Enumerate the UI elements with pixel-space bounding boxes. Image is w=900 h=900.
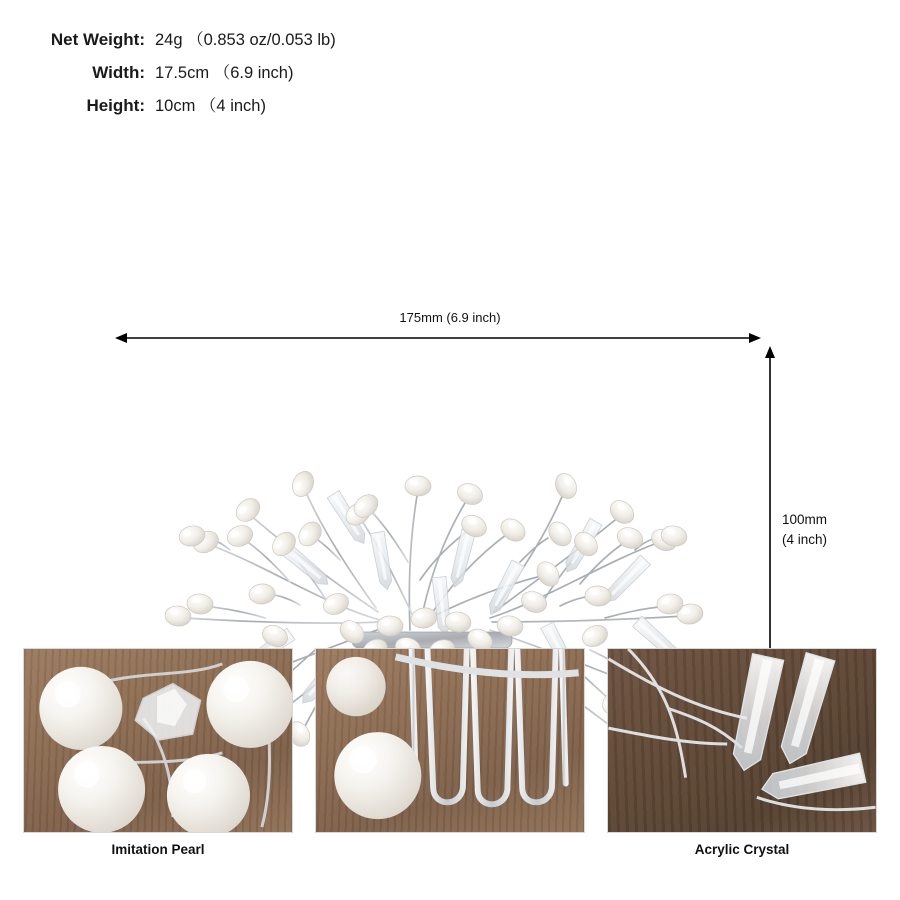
spec-value-net-weight: 24g （0.853 oz/0.053 lb) bbox=[155, 31, 336, 49]
height-dimension-value: 100mm bbox=[782, 512, 828, 527]
detail-caption-comb bbox=[315, 833, 585, 858]
spec-label-net-weight: Net Weight: bbox=[50, 30, 145, 49]
pearl-closeup-illustration bbox=[24, 649, 292, 832]
width-dimension-arrow bbox=[115, 332, 761, 344]
detail-photo-comb bbox=[315, 648, 585, 833]
spec-row-width bbox=[0, 59, 430, 83]
spec-value-height: 10cm （4 inch) bbox=[155, 97, 266, 115]
crystal-closeup-illustration bbox=[608, 649, 876, 832]
specification-list bbox=[0, 26, 430, 125]
width-dimension-label: 175mm (6.9 inch) bbox=[399, 310, 501, 325]
detail-caption-crystal: Acrylic Crystal bbox=[694, 842, 790, 857]
detail-card-pearl bbox=[23, 648, 293, 857]
detail-photo-row bbox=[0, 648, 900, 857]
comb-closeup-illustration bbox=[316, 649, 584, 832]
height-dimension-label bbox=[782, 510, 827, 549]
detail-photo-pearl bbox=[23, 648, 293, 833]
detail-caption-pearl: Imitation Pearl bbox=[111, 842, 205, 857]
spec-row-height bbox=[0, 92, 430, 116]
spec-label-width: Width: bbox=[92, 63, 145, 82]
detail-card-crystal bbox=[607, 648, 877, 857]
detail-photo-crystal bbox=[607, 648, 877, 833]
height-dimension-unit: (4 inch) bbox=[782, 531, 828, 547]
spec-label-height: Height: bbox=[86, 96, 145, 115]
spec-value-width: 17.5cm （6.9 inch) bbox=[155, 64, 294, 82]
detail-card-comb bbox=[315, 648, 585, 848]
spec-row-net-weight bbox=[0, 26, 430, 50]
measurement-diagram bbox=[0, 150, 900, 630]
